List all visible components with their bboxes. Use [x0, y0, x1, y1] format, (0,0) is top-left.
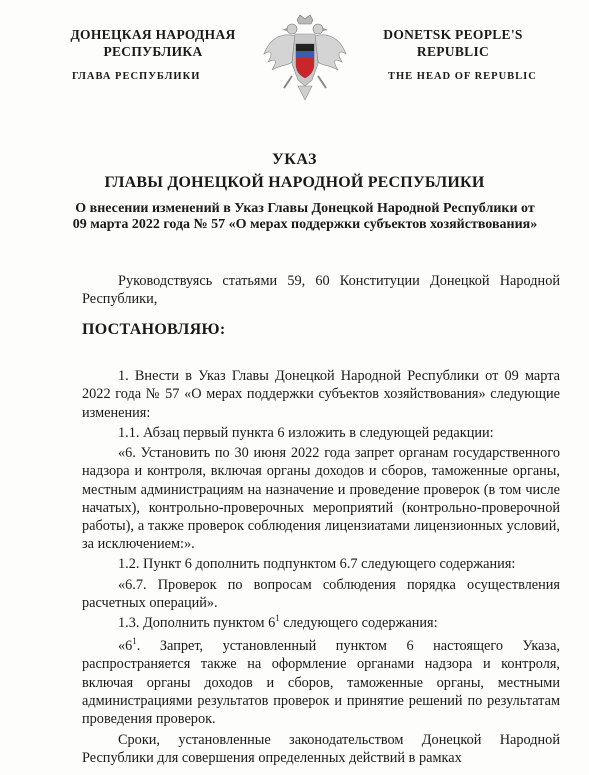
paragraph-1-3-end: следующего содержания: — [279, 615, 438, 631]
paragraph-1-1-text: «6. Установить по 30 июня 2022 года запрет органам государственного надзора и контроля, включая органы доходов и сборов, таможенные органы, местным администрациям на назначение и проведение проверок (в том числе начатых), контрольно-проверочных мероприятий (контрольно-проверочной работы), а также проверок соблюдения лицензиатами лицензионных условий, за исключением:». — [82, 445, 560, 553]
paragraph-1-3-text-start: «6 — [118, 638, 133, 654]
paragraph-1: 1. Внести в Указ Главы Донецкой Народной Республики от 09 марта 2022 года № 57 «О мерах поддержки субъектов хозяйствования» следующие изменения: — [82, 368, 560, 421]
paragraph-1-3-text-body: . Запрет, установленный пунктом 6 настоящего Указа, распространяется также на оформление органами надзора и контроля, включая органы доходов и сборов, таможенные органы, местными администрациями результатов проверок и принятие решений по результатам проведения проверок. — [82, 638, 560, 728]
decree-heading: ПОСТАНОВЛЯЮ: — [82, 321, 226, 338]
document-subject: О внесении изменений в Указ Главы Донецкой Народной Республики от 09 марта 2022 года № 57 «О мерах поддержки субъектов хозяйствования» — [72, 201, 538, 232]
header-left-title: ДОНЕЦКАЯ НАРОДНАЯ РЕСПУБЛИКА — [70, 27, 236, 59]
paragraph-1-3-superscript: 1 — [275, 613, 280, 624]
header-right-subtitle: THE HEAD OF REPUBLIC — [388, 71, 537, 82]
paragraph-1-1: 1.1. Абзац первый пункта 6 изложить в следующей редакции: — [118, 425, 494, 441]
header-left-subtitle: ГЛАВА РЕСПУБЛИКИ — [72, 71, 201, 82]
paragraph-1-3-start: 1.3. Дополнить пунктом 6 — [118, 615, 276, 631]
paragraph-1-3-text-superscript: 1 — [132, 636, 137, 647]
paragraph-1-3-text — [82, 637, 560, 728]
document-issuer: ГЛАВЫ ДОНЕЦКОЙ НАРОДНОЙ РЕСПУБЛИКИ — [104, 174, 485, 191]
header-right-title: DONETSK PEOPLE'S REPUBLIC — [383, 27, 523, 59]
paragraph-last: Сроки, установленные законодательством Донецкой Народной Республики для совершения определенных действий в рамках — [82, 732, 560, 767]
paragraph-1-2: 1.2. Пункт 6 дополнить подпунктом 6.7 следующего содержания: — [118, 556, 516, 572]
paragraph-1-2-text: «6.7. Проверок по вопросам соблюдения порядка осуществления расчетных операций». — [82, 577, 560, 612]
paragraph-1-3 — [82, 614, 560, 632]
document-type: УКАЗ — [272, 151, 317, 168]
preamble: Руководствуясь статьями 59, 60 Конституции Донецкой Народной Республики, — [82, 273, 560, 308]
eagle-coat-of-arms-icon — [262, 14, 348, 104]
